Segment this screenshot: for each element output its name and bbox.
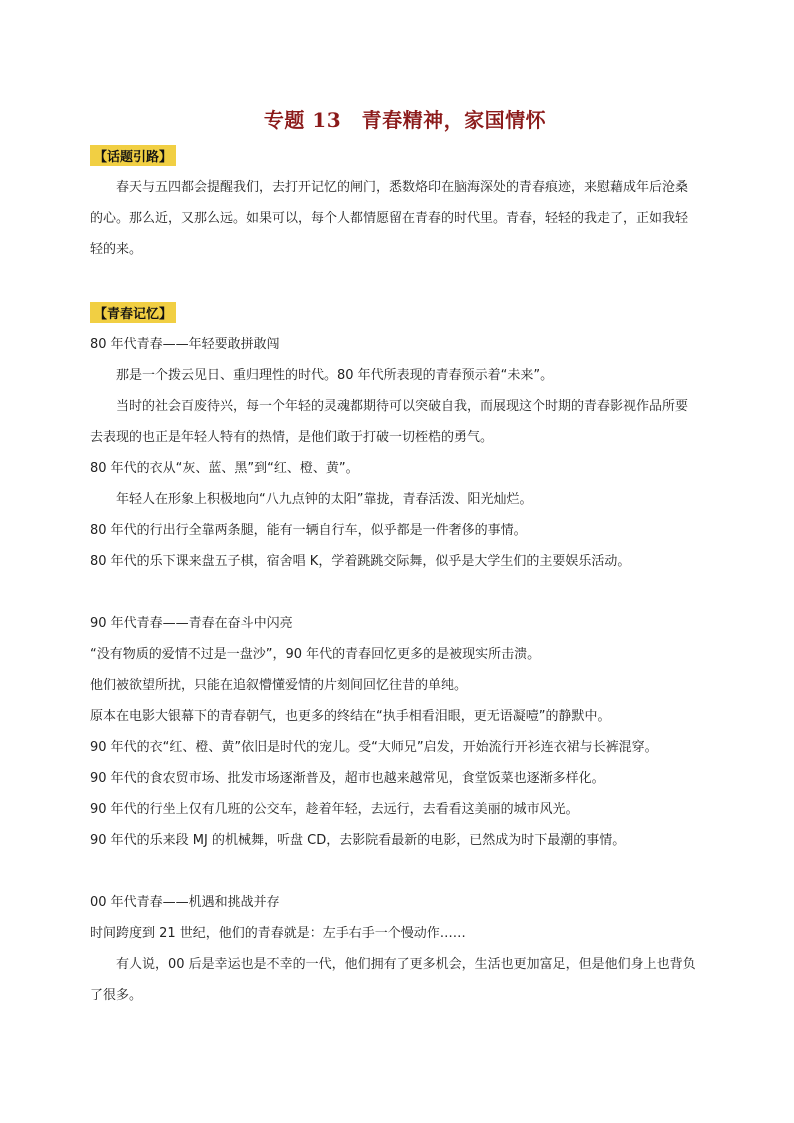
era-00s-line: 有人说，00 后是幸运也是不幸的一代，他们拥有了更多机会，生活也更加富足，但是他们身上也背负 — [116, 957, 696, 972]
spacer — [90, 856, 720, 887]
tag-wrap — [90, 302, 720, 329]
era-80s — [90, 329, 720, 577]
era-heading-00s: 00 年代青春——机遇和挑战并存 — [90, 895, 280, 910]
page-title: 专题 13 青春精神，家国情怀 — [263, 108, 547, 132]
section-tag-intro: 【话题引路】 — [90, 145, 176, 166]
era-00s-line: 了很多。 — [90, 988, 143, 1003]
era-80s-line: 那是一个拨云见日、重归理性的时代。80 年代所表现的青春预示着“未来”。 — [116, 368, 554, 383]
era-90s-line: 90 年代的乐来段 MJ 的机械舞，听盘 CD，去影院看最新的电影，已然成为时下最潮的事情。 — [90, 833, 626, 848]
era-80s-line: 80 年代的衣从“灰、蓝、黑”到“红、橙、黄”。 — [90, 461, 359, 476]
era-80s-line: 当时的社会百废待兴，每一个年轻的灵魂都期待可以突破自我，而展现这个时期的青春影视作品所要 — [116, 399, 689, 414]
era-80s-line: 80 年代的乐下课来盘五子棋，宿舍唱 K，学着跳跳交际舞，似乎是大学生们的主要娱乐活动。 — [90, 554, 631, 569]
era-90s — [90, 608, 720, 856]
spacer — [90, 265, 720, 296]
intro-line: 的心。那么近，又那么远。如果可以，每个人都情愿留在青春的时代里。青春，轻轻的我走了，正如我轻 — [90, 211, 689, 226]
era-90s-line: 他们被欲望所扰，只能在追叙懵懂爱情的片刻间回忆往昔的单纯。 — [90, 678, 468, 693]
era-80s-line: 80 年代的行出行全靠两条腿，能有一辆自行车，似乎都是一件奢侈的事情。 — [90, 523, 527, 538]
section-tag-memory: 【青春记忆】 — [90, 302, 176, 323]
era-80s-line: 去表现的也正是年轻人特有的热情，是他们敢于打破一切桎梏的勇气。 — [90, 430, 494, 445]
intro-line: 春天与五四都会提醒我们，去打开记忆的闸门，悉数烙印在脑海深处的青春痕迹，来慰藉成年后沧桑 — [116, 180, 689, 195]
era-90s-line: 90 年代的衣“红、橙、黄”依旧是时代的宠儿。受“大师兄”启发，开始流行开衫连衣裙与长裤混穿。 — [90, 740, 658, 755]
era-80s-line: 年轻人在形象上积极地向“八九点钟的太阳”靠拢，青春活泼、阳光灿烂。 — [116, 492, 533, 507]
memory-section — [90, 302, 720, 1011]
spacer — [90, 577, 720, 608]
era-heading-80s: 80 年代青春——年轻要敢拼敢闯 — [90, 337, 280, 352]
era-90s-line: “没有物质的爱情不过是一盘沙”，90 年代的青春回忆更多的是被现实所击溃。 — [90, 647, 541, 662]
era-90s-line: 原本在电影大银幕下的青春朝气，也更多的终结在“执手相看泪眼，更无语凝噎”的静默中。 — [90, 709, 611, 724]
era-heading-90s: 90 年代青春——青春在奋斗中闪亮 — [90, 616, 293, 631]
intro-line: 轻的来。 — [90, 242, 143, 257]
era-90s-line: 90 年代的行坐上仅有几班的公交车，趁着年轻，去远行，去看看这美丽的城市风光。 — [90, 802, 579, 817]
era-00s — [90, 887, 720, 1011]
era-00s-line: 时间跨度到 21 世纪，他们的青春就是：左手右手一个慢动作…… — [90, 926, 466, 941]
document-page — [90, 104, 720, 1011]
intro-section — [90, 145, 720, 265]
era-90s-line: 90 年代的食农贸市场、批发市场逐渐普及，超市也越来越常见，食堂饭菜也逐渐多样化。 — [90, 771, 605, 786]
